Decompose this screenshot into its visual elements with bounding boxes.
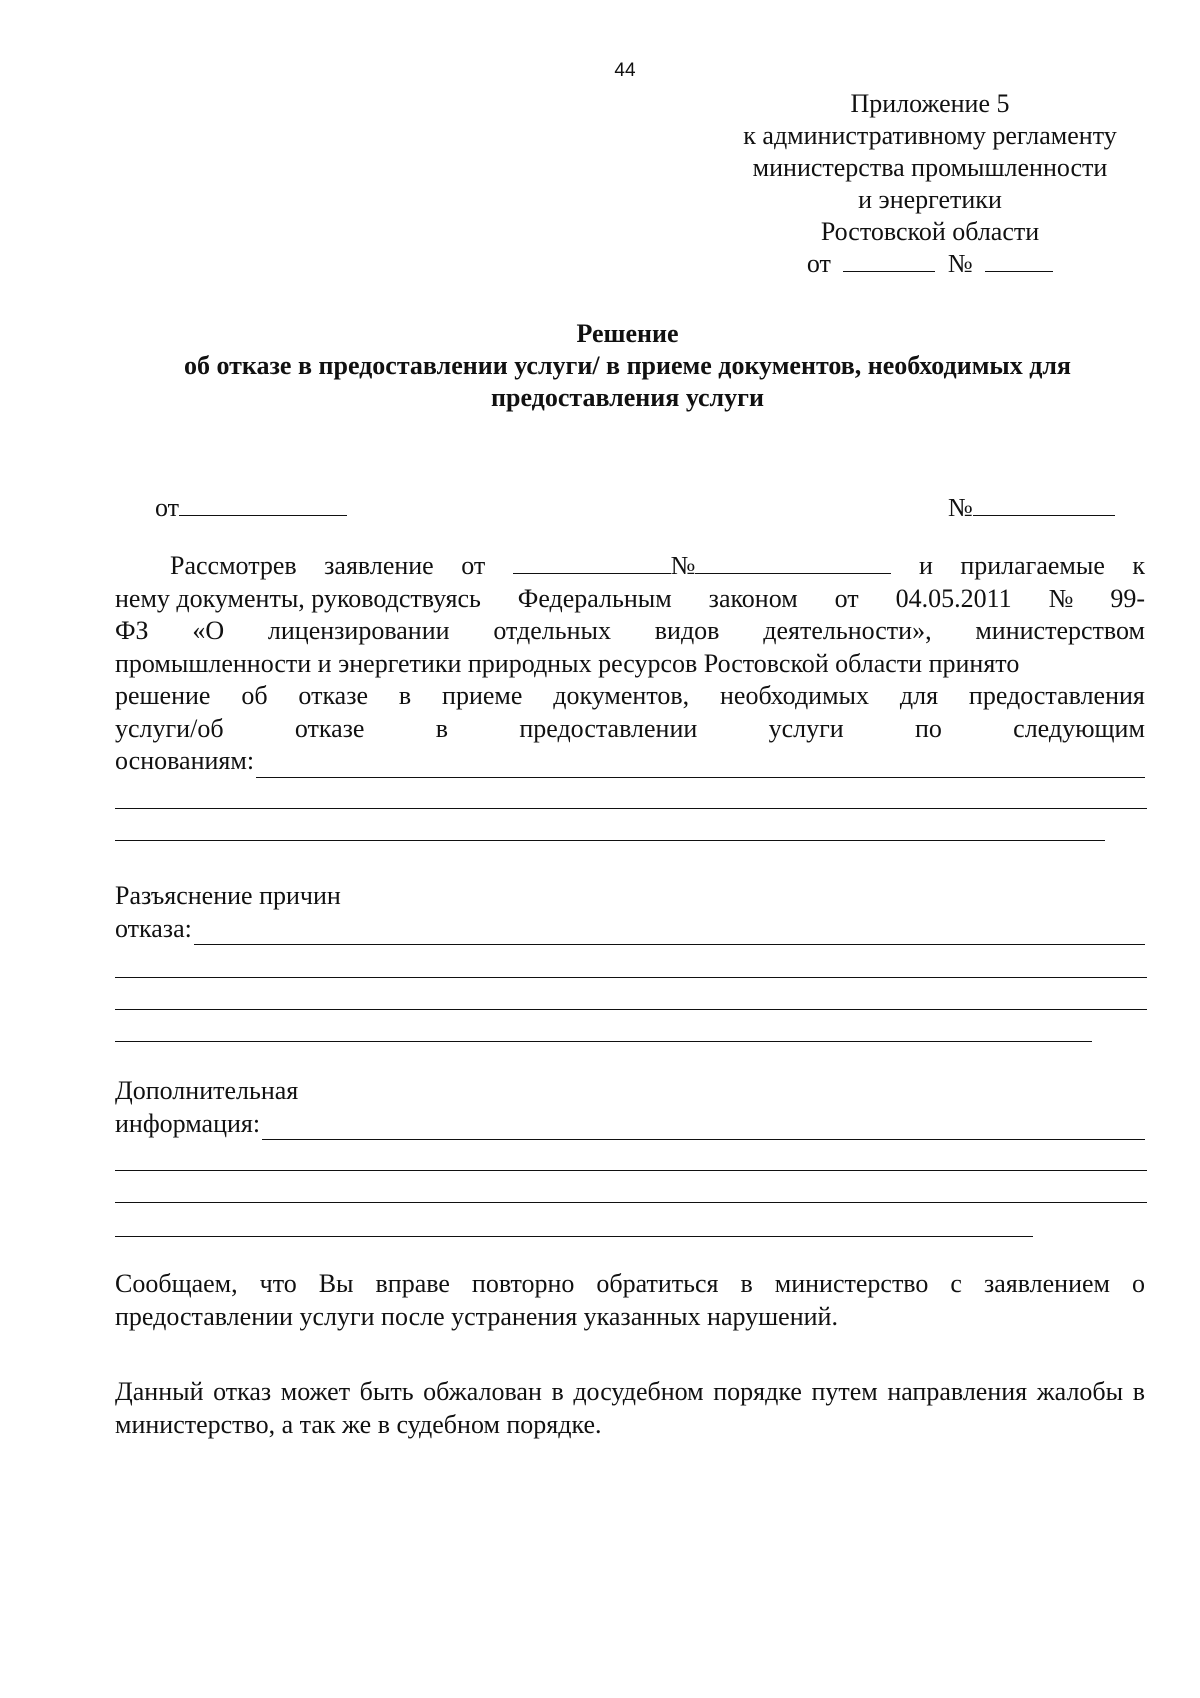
body-word: к [1132,551,1145,580]
additional-section [115,1075,1145,1140]
body-word: об [241,681,268,710]
appendix-date-number [680,248,1180,280]
grounds-row [115,745,1145,778]
additional-blank-line-4 [115,1236,1033,1237]
appendix-line-energy: и энергетики [858,185,1002,214]
body-paragraph [115,550,1145,778]
body-word: Федеральным [517,583,672,613]
body-word: для [899,681,939,710]
body-word: в [435,713,449,743]
reason-fill-line [194,920,1145,945]
body-word: 04.05.2011 [895,583,1012,613]
body-word: документов, [553,681,690,710]
appendix-from-label: от [806,249,831,278]
decision-date-blank [179,493,347,516]
body-word: заявление [324,551,434,580]
appendix-header [680,88,1180,280]
decision-number [948,492,1115,524]
body-word: в [398,681,412,710]
appendix-number-blank [985,249,1053,272]
additional-blank-line-3 [115,1202,1147,1203]
notice-appeal: Данный отказ может быть обжалован в досудебном порядке путем направления жалобы в министерство, а так же в судебном порядке. [115,1377,1145,1439]
body-line-text: промышленности и энергетики природных ресурсов Ростовской области принято [115,648,1020,678]
body-word: лицензировании [267,616,450,645]
title-subject-line1: об отказе в предоставлении услуги/ в приеме документов, необходимых для [183,351,1072,380]
body-word: решение [115,681,211,710]
decision-date [155,492,347,524]
grounds-label: основаниям: [115,746,255,775]
body-row-4 [115,648,1145,681]
reason-blank-line-3 [115,1009,1147,1010]
reason-row [115,913,1145,946]
title-subject-line2: предоставления услуги [491,383,764,412]
body-word: отдельных [493,616,611,645]
appendix-date-blank [843,249,935,272]
body-word: отказе [294,713,365,743]
body-word: законом [708,583,798,613]
appendix-title: Приложение 5 [850,89,1010,118]
decision-number-blank [973,493,1115,516]
decision-from-label: от [155,493,180,522]
appendix-line-ministry: министерства промышленности [752,153,1108,182]
body-row-6 [115,713,1145,746]
grounds-blank-line-2 [115,808,1147,809]
application-number-blank [695,551,891,574]
body-word: предоставлении [519,713,698,743]
body-word: министерством [975,616,1145,645]
body-word: необходимых [719,681,870,710]
body-word: следующим [1013,713,1145,743]
grounds-blank-line-3 [115,840,1105,841]
body-word: № [1048,583,1074,613]
body-word: прилагаемые [960,551,1105,580]
additional-fill-line [262,1115,1145,1140]
body-word: 99- [1110,583,1145,613]
grounds-fill-line [256,753,1145,778]
additional-blank-line-2 [115,1170,1147,1171]
body-word: Рассмотрев [170,551,297,580]
application-number-label: № [670,551,696,580]
document-title [115,318,1140,414]
body-word: отказе [298,681,369,710]
body-word: по [914,713,942,743]
body-word: предоставления [968,681,1145,710]
body-row-3 [115,615,1145,648]
reason-label: Разъяснение причин [115,881,341,910]
body-word: услуги [768,713,844,743]
page-number: 44 [614,60,636,81]
application-date-blank [513,551,671,574]
additional-label: Дополнительная [115,1076,299,1105]
body-word: приеме [442,681,523,710]
body-word: и [918,551,933,580]
appendix-line-region: Ростовской области [820,217,1040,246]
reason-blank-line-4 [115,1041,1092,1042]
reason-section [115,880,1145,945]
additional-row [115,1108,1145,1141]
body-row-5 [115,680,1145,713]
reason-label-refusal: отказа: [115,913,192,943]
notice-reapply: Сообщаем, что Вы вправе повторно обратиться в министерство с заявлением о предоставлении услуги после устранения указанных нарушений. [115,1269,1145,1331]
body-word: ФЗ [115,616,149,645]
application-date-number [513,550,892,583]
body-word: от [834,583,859,613]
additional-label-info: информация: [115,1108,261,1138]
body-word: услуги/об [115,713,224,743]
body-row-2 [115,583,1145,616]
body-word: деятельности», [763,616,932,645]
decision-number-label: № [948,493,973,522]
body-word: нему документы, руководствуясь [115,583,481,613]
appendix-line-regulation: к административному регламенту [743,121,1117,150]
appendix-number-label: № [947,249,973,278]
body-word: «О [192,616,225,645]
body-row-1 [115,550,1145,583]
body-word: от [461,551,486,580]
body-word: видов [654,616,720,645]
title-heading: Решение [576,319,679,348]
reason-blank-line-2 [115,977,1147,978]
